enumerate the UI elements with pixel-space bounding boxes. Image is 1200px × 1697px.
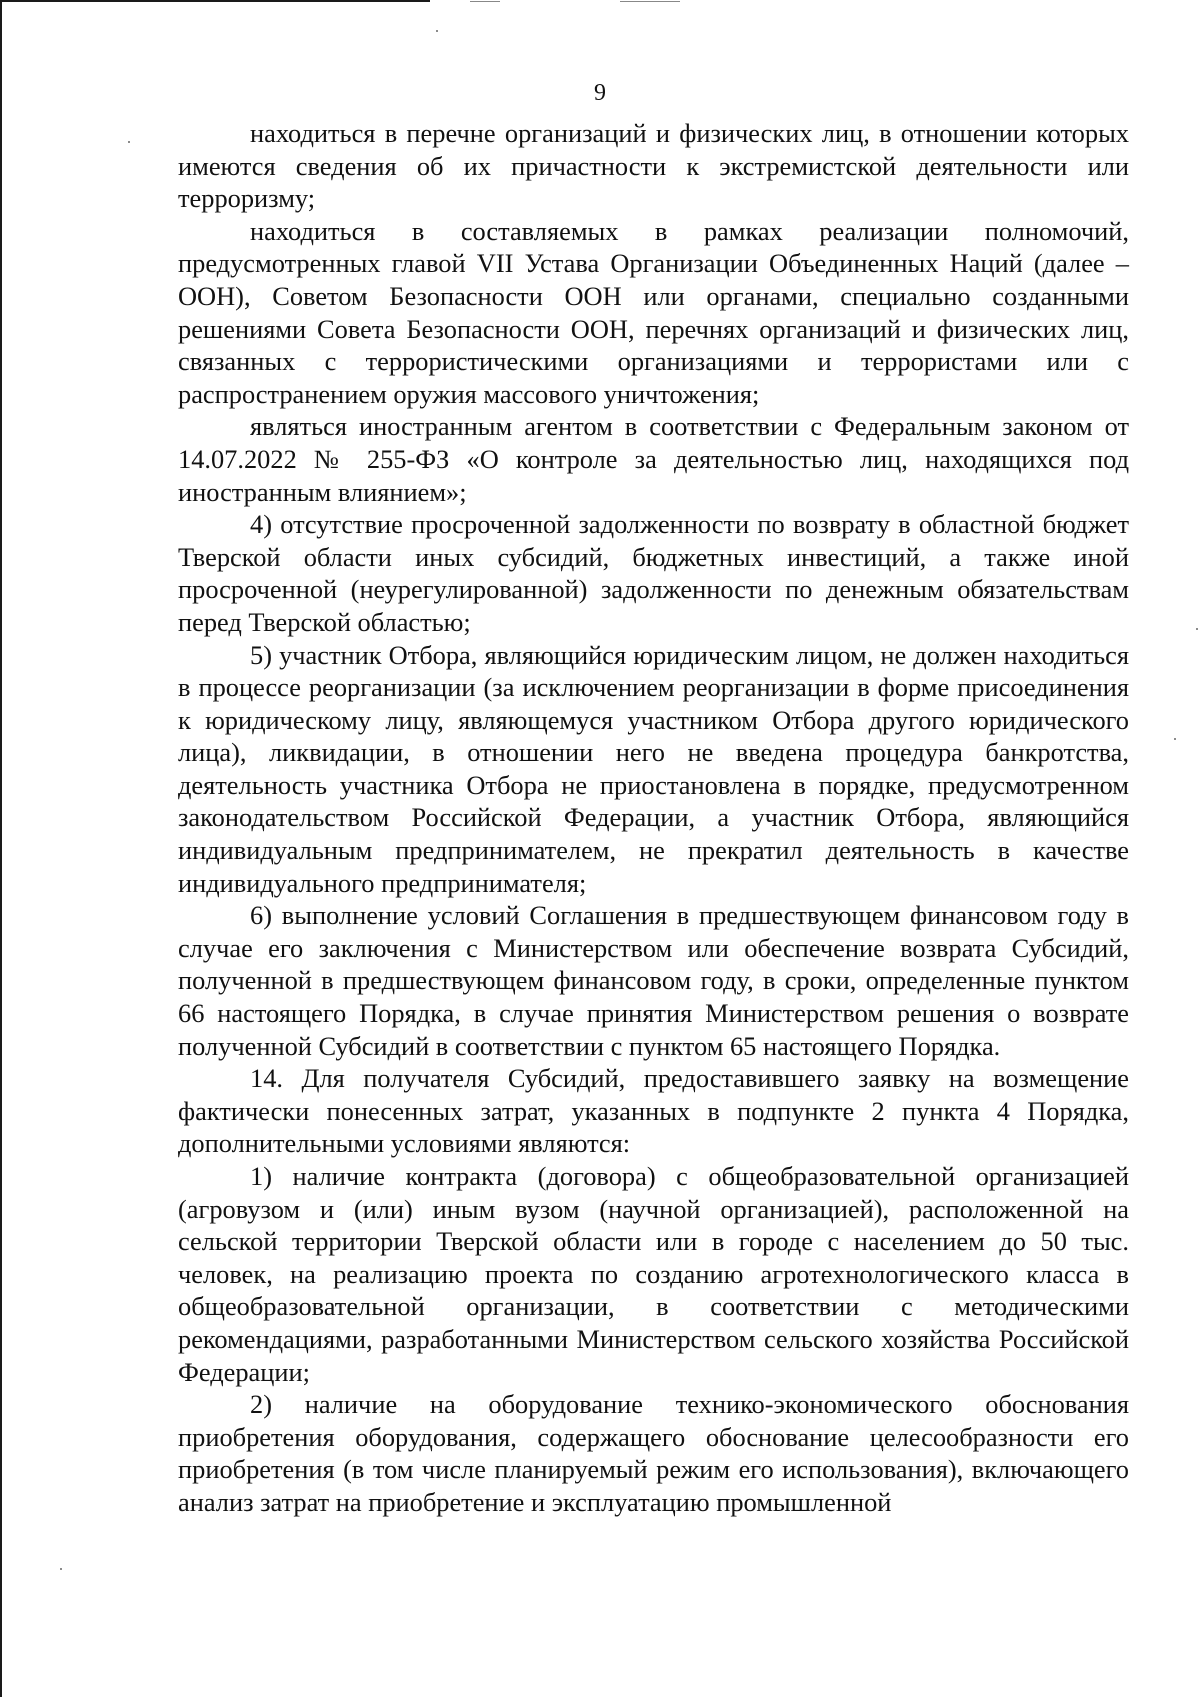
- document-body: [178, 117, 1129, 1519]
- scan-speck: [1196, 628, 1198, 630]
- paragraph-item-4: 4) отсутствие просроченной задолженности по возврату в областной бюджет Тверской области иных субсидий, бюджетных инвестиций, а также иной просроченной (неурегулированной) задолженности по денежным обязательствам перед Тверской областью;: [178, 509, 1129, 637]
- scan-artifact: [620, 1, 680, 2]
- scan-edge-top: [0, 0, 430, 2]
- paragraph-section-14: 14. Для получателя Субсидий, предоставившего заявку на возмещение фактически понесенных затрат, указанных в подпункте 2 пункта 4 Порядка, дополнительными условиями являются:: [178, 1063, 1129, 1159]
- scan-speck: [60, 1568, 62, 1570]
- scan-speck: [128, 141, 130, 143]
- paragraph-section-14-item-2: 2) наличие на оборудование технико-экономического обоснования приобретения оборудования, содержащего обоснование целесообразности его приобретения (в том числе планируемый режим его использования), включающего анализ затрат на приобретение и эксплуатацию промышленной: [178, 1389, 1129, 1517]
- scan-edge-left: [0, 0, 2, 1697]
- paragraph-section-14-item-1: 1) наличие контракта (договора) с общеобразовательной организацией (агровузом и (или) иным вузом (научной организацией), расположенной на сельской территории Тверской области или в городе с населением до 50 тыс. человек, на реализацию проекта по созданию агротехнологического класса в общеобразовательной организации, в соответствии с методическими рекомендациями, разработанными Министерством сельского хозяйства Российской Федерации;: [178, 1161, 1129, 1387]
- scan-artifact: [470, 1, 500, 2]
- paragraph-item-6: 6) выполнение условий Соглашения в предшествующем финансовом году в случае его заключения с Министерством или обеспечение возврата Субсидий, полученной в предшествующем финансовом году, в сроки, определенные пунктом 66 настоящего Порядка, в случае принятия Министерством решения о возврате полученной Субсидий в соответствии с пунктом 65 настоящего Порядка.: [178, 900, 1129, 1061]
- paragraph-un-sanctions-list: находиться в составляемых в рамках реализации полномочий, предусмотренных главой VII Устава Организации Объединенных Наций (далее – ООН), Советом Безопасности ООН или органами, специально созданными решениями Совета Безопасности ООН, перечнях организаций и физических лиц, связанных с террористическими организациями и террористами или с распространением оружия массового уничтожения;: [178, 215, 1129, 409]
- scan-speck: [1174, 738, 1176, 740]
- paragraph-extremism-list: находиться в перечне организаций и физических лиц, в отношении которых имеются сведения об их причастности к экстремистской деятельности или терроризму;: [178, 118, 1129, 214]
- paragraph-foreign-agent: являться иностранным агентом в соответствии с Федеральным законом от 14.07.2022 № 255-ФЗ «О контроле за деятельностью лиц, находящихся под иностранным влиянием»;: [178, 411, 1129, 507]
- page-number: 9: [594, 80, 606, 106]
- scan-speck: [436, 30, 438, 32]
- paragraph-item-5: 5) участник Отбора, являющийся юридическим лицом, не должен находиться в процессе реорганизации (за исключением реорганизации в форме присоединения к юридическому лицу, являющемуся участником Отбора другого юридического лица), ликвидации, в отношении него не введена процедура банкротства, деятельность участника Отбора не приостановлена в порядке, предусмотренном законодательством Российской Федерации, а участник Отбора, являющийся индивидуальным предпринимателем, не прекратил деятельность в качестве индивидуального предпринимателя;: [178, 639, 1129, 898]
